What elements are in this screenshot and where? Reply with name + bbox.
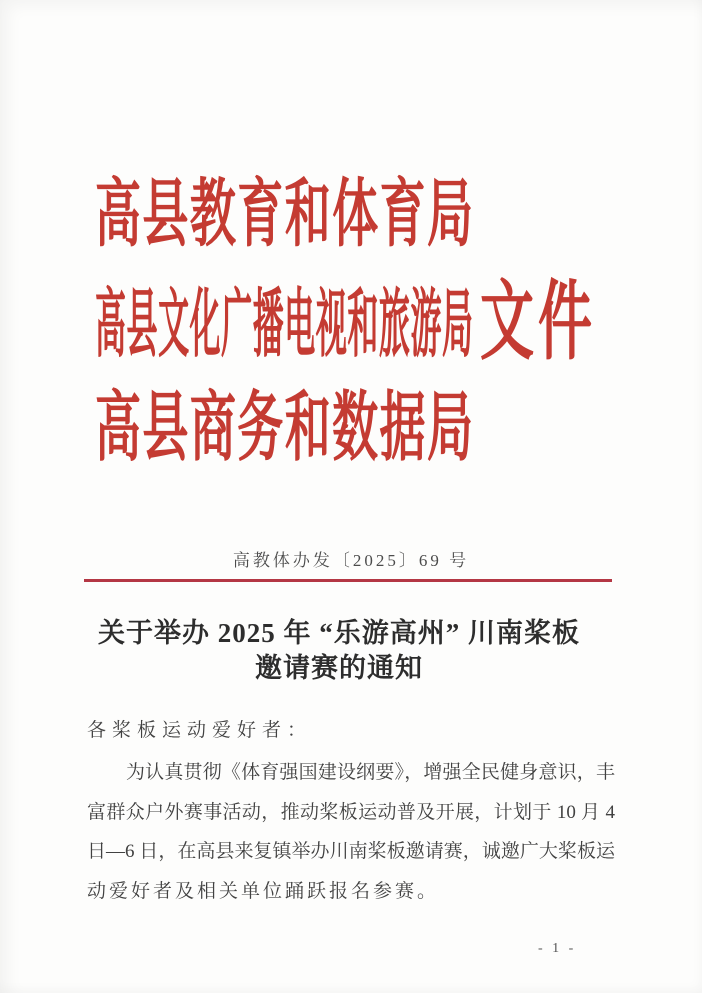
- agency-name-line-1: [95, 173, 473, 255]
- document-type-text: 文件: [480, 274, 592, 370]
- paragraph-line-3: 日—6 日，在高县来复镇举办川南桨板邀请赛，诚邀广大桨板运: [87, 841, 615, 862]
- paragraph-line-2: 富群众户外赛事活动，推动桨板运动普及开展，计划于 10 月 4: [87, 801, 615, 823]
- agency-name-line-3: [95, 387, 473, 470]
- document-title-line-2: 邀请赛的通知: [255, 653, 423, 683]
- salutation-line: 各桨板运动爱好者：: [87, 720, 313, 741]
- red-divider-line: [84, 579, 612, 582]
- document-title: [0, 616, 690, 686]
- document-type-label: [480, 276, 592, 368]
- document-title-line-1: 关于举办 2025 年 “乐游高州” 川南桨板: [98, 618, 580, 648]
- agency-name-text-3: 高县商务和数据局: [95, 385, 473, 470]
- paragraph-line-1: 为认真贯彻《体育强国建设纲要》，增强全民健身意识，丰: [126, 762, 615, 783]
- agency-name-text-2: 高县文化广播电视和旅游局: [95, 282, 473, 366]
- agency-name-text-1: 高县教育和体育局: [95, 173, 473, 255]
- paragraph-line-4: 动爱好者及相关单位踊跃报名参赛。: [87, 880, 440, 902]
- document-body: [87, 709, 615, 911]
- document-number: 高教体办发〔2025〕69 号: [232, 551, 470, 570]
- page-number: - 1 -: [538, 941, 577, 956]
- agency-name-line-2: [95, 283, 473, 365]
